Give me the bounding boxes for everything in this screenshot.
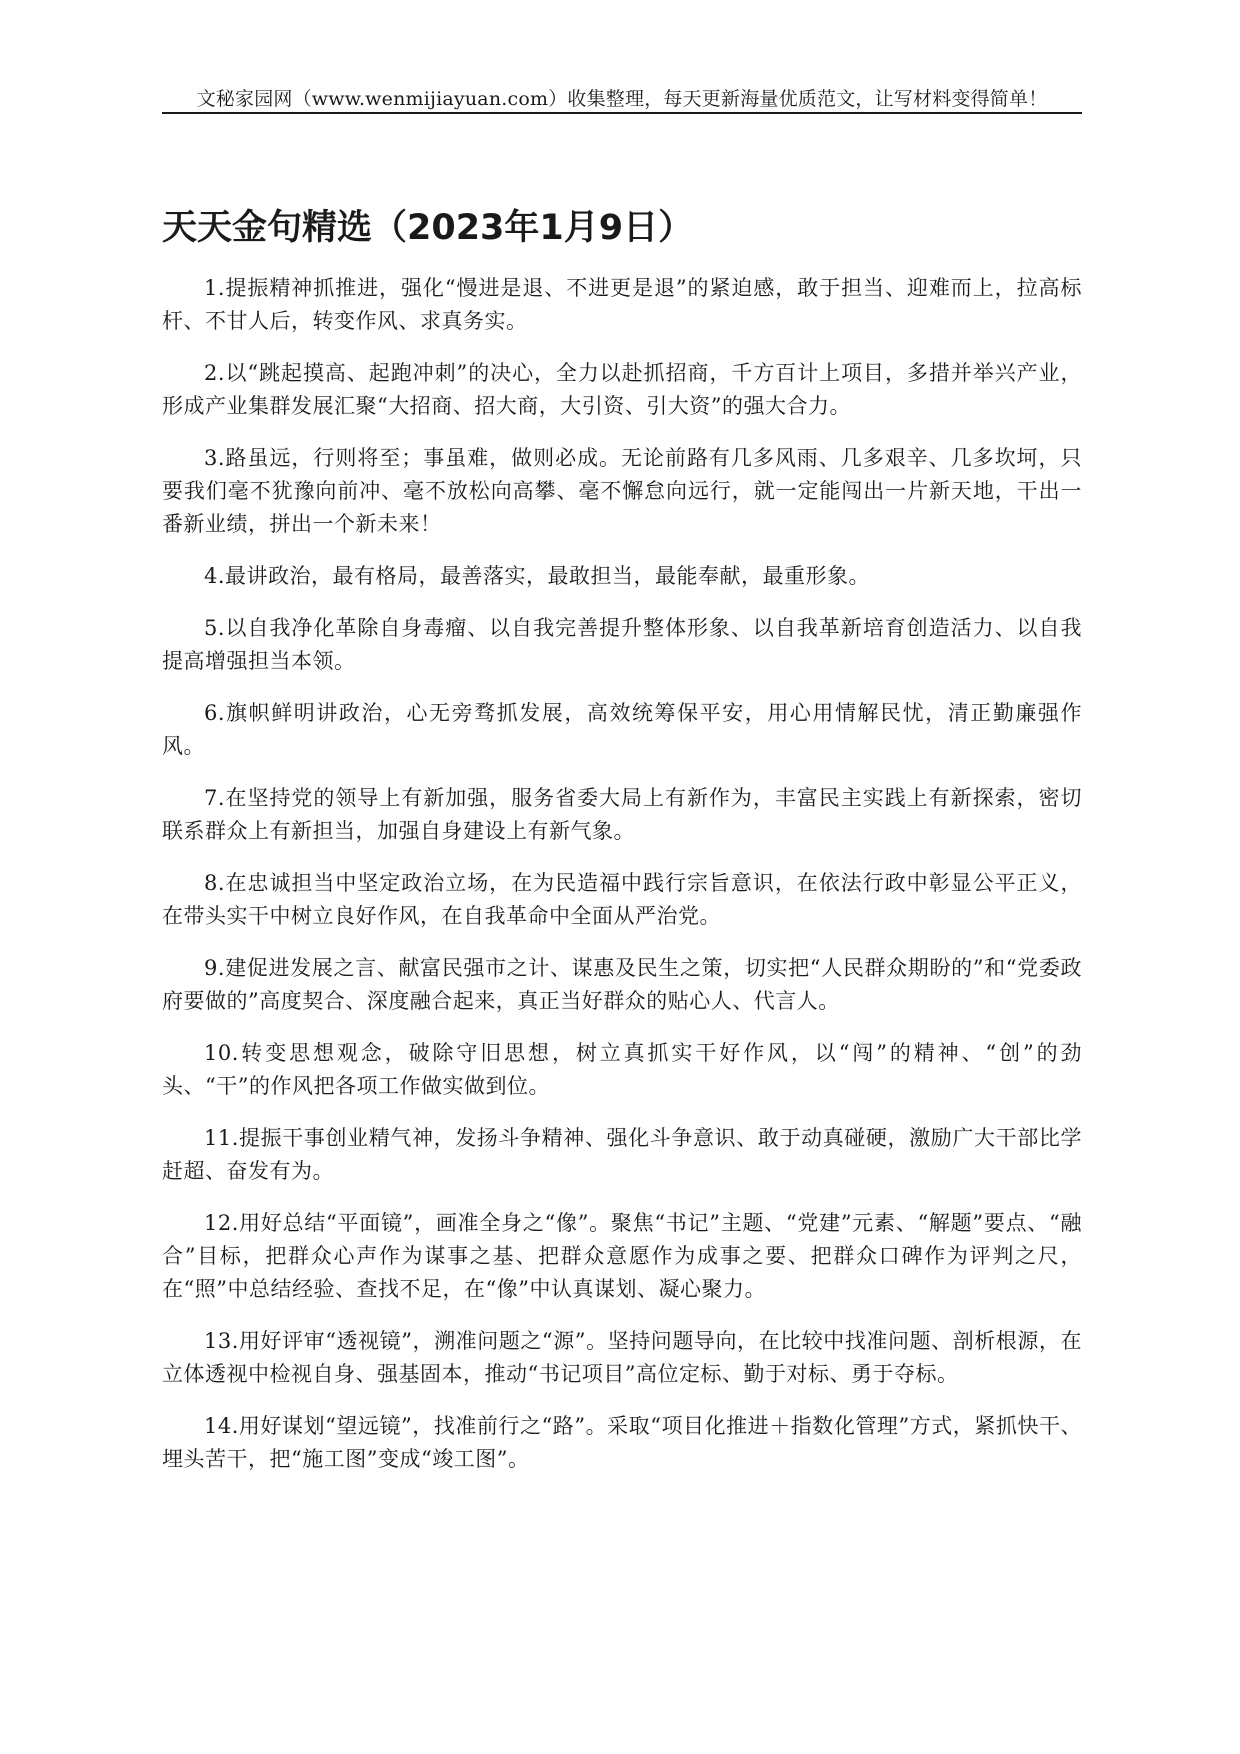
document-title: 天天金句精选（2023年1月9日） xyxy=(162,208,694,248)
list-item: 14.用好谋划“望远镜”，找准前行之“路”。采取“项目化推进＋指数化管理”方式，紧抓快干、埋头苦干，把“施工图”变成“竣工图”。 xyxy=(162,1414,1082,1471)
list-item: 10.转变思想观念，破除守旧思想，树立真抓实干好作风，以“闯”的精神、“创”的劲头、“干”的作风把各项工作做实做到位。 xyxy=(162,1041,1082,1098)
list-item: 11.提振干事创业精气神，发扬斗争精神、强化斗争意识、敢于动真碰硬，激励广大干部比学赶超、奋发有为。 xyxy=(162,1126,1082,1183)
list-item: 13.用好评审“透视镜”，溯准问题之“源”。坚持问题导向，在比较中找准问题、剖析根源，在立体透视中检视自身、强基固本，推动“书记项目”高位定标、勤于对标、勇于夺标。 xyxy=(162,1329,1082,1386)
list-item: 9.建促进发展之言、献富民强市之计、谋惠及民生之策，切实把“人民群众期盼的”和“党委政府要做的”高度契合、深度融合起来，真正当好群众的贴心人、代言人。 xyxy=(162,956,1082,1013)
list-item: 2.以“跳起摸高、起跑冲刺”的决心，全力以赴抓招商，千方百计上项目，多措并举兴产业，形成产业集群发展汇聚“大招商、招大商，大引资、引大资”的强大合力。 xyxy=(162,361,1082,418)
page-header: 文秘家园网（www.wenmijiayuan.com）收集整理，每天更新海量优质范文，让写材料变得简单！ xyxy=(196,88,1048,110)
header-divider xyxy=(162,112,1082,114)
list-item: 7.在坚持党的领导上有新加强，服务省委大局上有新作为，丰富民主实践上有新探索，密切联系群众上有新担当，加强自身建设上有新气象。 xyxy=(162,786,1082,843)
list-item: 5.以自我净化革除自身毒瘤、以自我完善提升整体形象、以自我革新培育创造活力、以自我提高增强担当本领。 xyxy=(162,616,1082,673)
list-item: 12.用好总结“平面镜”，画准全身之“像”。聚焦“书记”主题、“党建”元素、“解题”要点、“融合”目标，把群众心声作为谋事之基、把群众意愿作为成事之要、把群众口碑作为评判之尺，在“照”中总结经验、查找不足，在“像”中认真谋划、凝心聚力。 xyxy=(162,1211,1082,1301)
list-item: 8.在忠诚担当中坚定政治立场，在为民造福中践行宗旨意识，在依法行政中彰显公平正义，在带头实干中树立良好作风，在自我革命中全面从严治党。 xyxy=(162,871,1082,928)
document-body xyxy=(162,272,1082,1495)
list-item: 3.路虽远，行则将至；事虽难，做则必成。无论前路有几多风雨、几多艰辛、几多坎坷，只要我们毫不犹豫向前冲、毫不放松向高攀、毫不懈怠向远行，就一定能闯出一片新天地，干出一番新业绩，拼出一个新未来！ xyxy=(162,446,1082,536)
list-item: 6.旗帜鲜明讲政治，心无旁骛抓发展，高效统筹保平安，用心用情解民忧，清正勤廉强作风。 xyxy=(162,701,1082,758)
list-item: 4.最讲政治，最有格局，最善落实，最敢担当，最能奉献，最重形象。 xyxy=(204,564,871,588)
list-item: 1.提振精神抓推进，强化“慢进是退、不进更是退”的紧迫感，敢于担当、迎难而上，拉高标杆、不甘人后，转变作风、求真务实。 xyxy=(162,276,1082,333)
